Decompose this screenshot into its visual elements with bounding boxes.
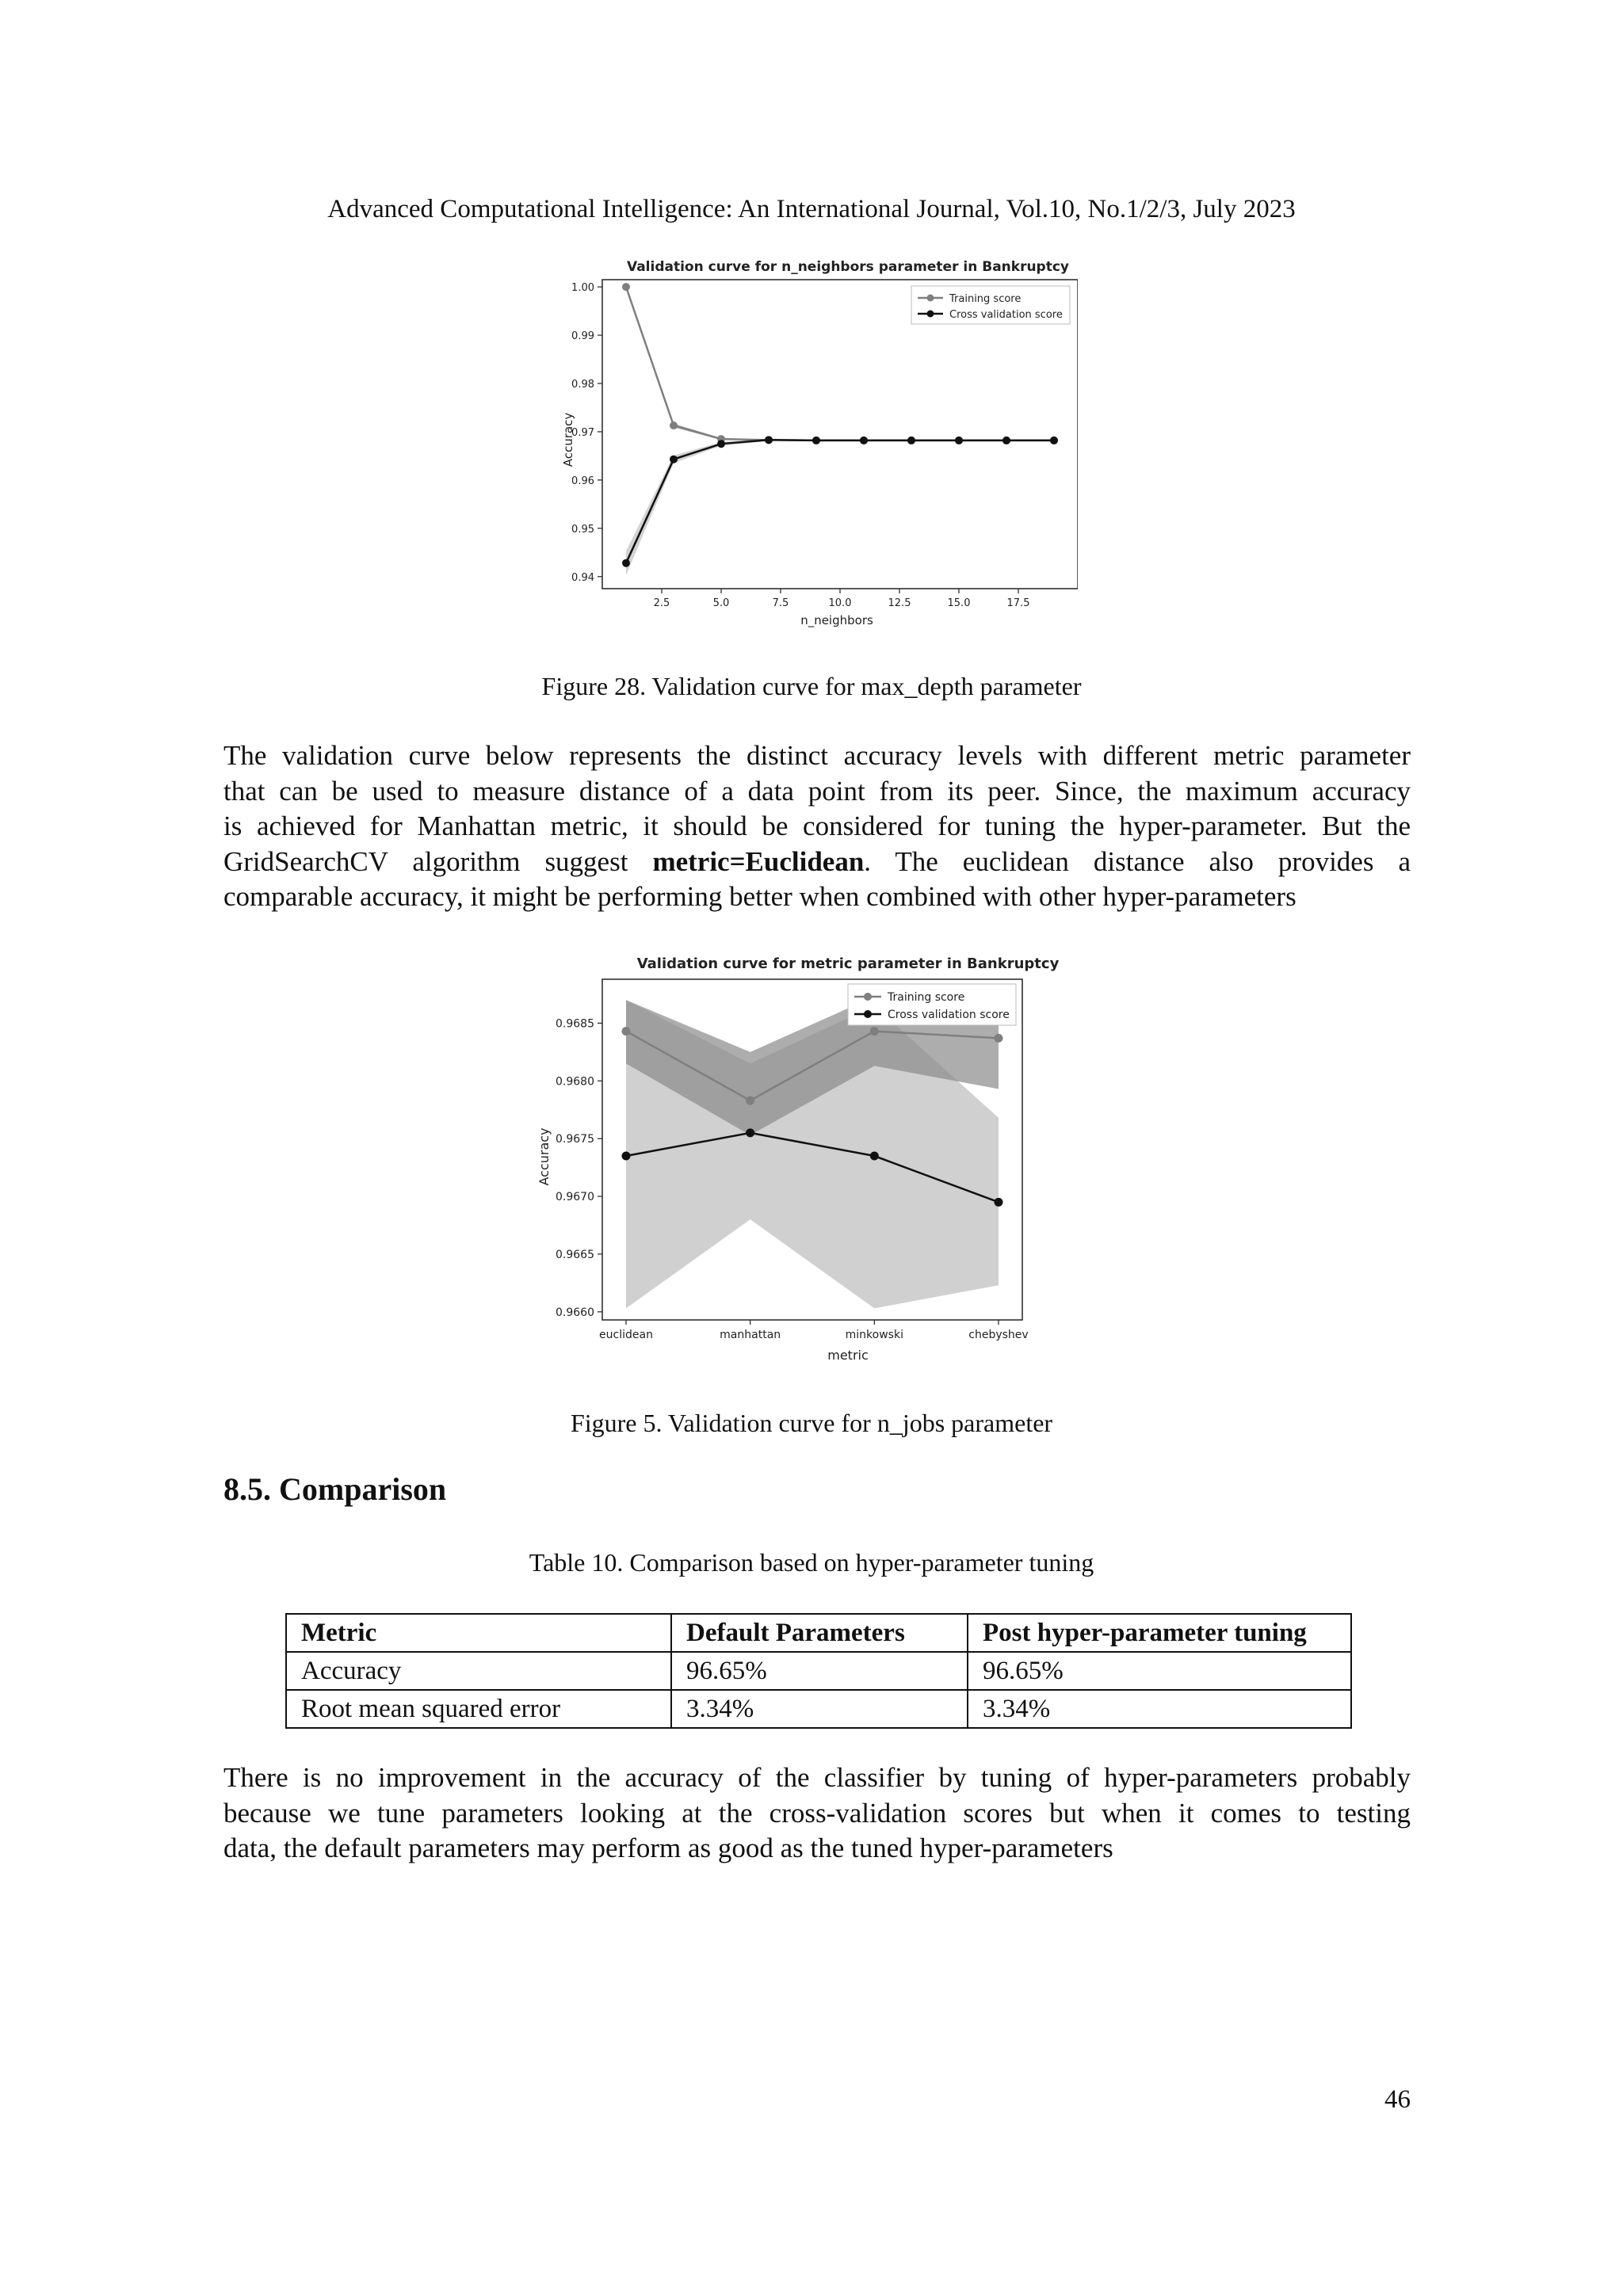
x-axis-label: n_neighbors [800, 613, 873, 627]
training-score-point [670, 421, 678, 429]
cv-score-point [907, 437, 915, 444]
table-cell: Root mean squared error [286, 1690, 671, 1728]
journal-header: Advanced Computational Intelligence: An International Journal, Vol.10, No.1/2/3, July 2023 [327, 195, 1296, 223]
y-axis-label: Accuracy [561, 412, 575, 467]
cv-score-point [1002, 437, 1010, 444]
cv-score-point [622, 1152, 631, 1161]
body-paragraph [223, 738, 1411, 915]
legend-marker [864, 1010, 872, 1018]
legend-label: Cross validation score [888, 1009, 1010, 1021]
table-caption: Table 10. Comparison based on hyper-parameter tuning [529, 1548, 1094, 1577]
y-tick-label: 0.9680 [556, 1075, 594, 1089]
cv-score-point [1050, 437, 1058, 444]
cv-score-point [717, 440, 725, 448]
x-axis-label: metric [827, 1348, 869, 1363]
y-tick-label: 0.9685 [556, 1017, 594, 1031]
table-cell: Accuracy [286, 1652, 671, 1690]
cv-score-point [995, 1198, 1003, 1207]
y-tick-label: 0.9660 [556, 1306, 594, 1319]
paragraph-line: comparable accuracy, it might be performing better when combined with other hyper-parameters [223, 881, 1296, 912]
x-tick-label: 2.5 [653, 597, 670, 609]
x-tick-label: 12.5 [888, 597, 911, 609]
y-tick-label: 0.98 [571, 379, 594, 391]
table-cell: 3.34% [671, 1690, 968, 1728]
bold-term: metric=Euclidean [652, 845, 865, 877]
legend-label: Training score [949, 293, 1022, 305]
y-tick-label: 0.94 [571, 571, 594, 584]
x-tick-label: chebyshev [968, 1329, 1029, 1341]
cv-score-point [860, 437, 868, 444]
cv-score-point [670, 456, 678, 463]
y-tick-label: 1.00 [571, 282, 594, 295]
training-score-point [870, 1027, 879, 1035]
cv-score-point [622, 559, 630, 567]
comparison-table [285, 1613, 1352, 1729]
plot-frame [602, 280, 1078, 589]
y-tick-label: 0.9670 [556, 1191, 594, 1204]
chart-n-neighbors [539, 254, 1078, 634]
y-tick-label: 0.9665 [556, 1248, 594, 1261]
y-axis-label: Accuracy [537, 1127, 552, 1186]
y-tick-label: 0.99 [571, 330, 594, 343]
x-tick-label: 17.5 [1006, 597, 1030, 609]
paragraph-line: The validation curve below represents the distinct accuracy levels with different metric parameter [223, 740, 1411, 771]
cv-score-point [870, 1152, 879, 1161]
training-score-point [746, 1097, 754, 1105]
cv-score-point [812, 437, 820, 444]
paragraph-line: data, the default parameters may perform as good as the tuned hyper-parameters [223, 1833, 1113, 1863]
x-tick-label: manhattan [720, 1329, 781, 1341]
y-tick-label: 0.96 [571, 475, 594, 487]
paragraph-line: is achieved for Manhattan metric, it should be considered for tuning the hyper-parameter. But the [223, 810, 1411, 841]
y-tick-label: 0.95 [571, 523, 594, 536]
training-score-point [622, 1027, 631, 1035]
table-header-cell: Post hyper-parameter tuning [968, 1614, 1351, 1652]
legend-label: Training score [888, 991, 965, 1004]
legend-label: Cross validation score [949, 309, 1063, 321]
section-heading: 8.5. Comparison [223, 1471, 447, 1507]
paragraph-line: that can be used to measure distance of a data point from its peer. Since, the maximum accuracy [223, 775, 1411, 807]
table-header-cell: Metric [286, 1614, 671, 1652]
y-tick-label: 0.97 [571, 426, 594, 439]
paragraph-line: because we tune parameters looking at the cross-validation scores but when it comes to testing [223, 1797, 1411, 1829]
x-tick-label: euclidean [599, 1329, 653, 1341]
paragraph-line: There is no improvement in the accuracy of the classifier by tuning of hyper-parameters probably [223, 1762, 1411, 1793]
y-tick-label: 0.9675 [556, 1133, 594, 1146]
x-tick-label: 15.0 [947, 597, 971, 609]
training-score-point [622, 283, 630, 291]
x-tick-label: 10.0 [828, 597, 852, 609]
table-cell: 96.65% [671, 1652, 968, 1690]
cv-score-point [746, 1128, 754, 1137]
table-row [286, 1652, 1351, 1690]
legend-marker [927, 311, 934, 318]
figure-caption: Figure 28. Validation curve for max_depth parameter [541, 672, 1082, 700]
chart-title: Validation curve for metric parameter in Bankruptcy [636, 955, 1060, 972]
figure-caption: Figure 5. Validation curve for n_jobs parameter [570, 1409, 1053, 1437]
chart-metric [523, 951, 1109, 1379]
x-tick-label: minkowski [845, 1329, 903, 1341]
legend-marker [927, 295, 934, 302]
legend-marker [864, 993, 872, 1001]
x-tick-label: 5.0 [712, 597, 730, 609]
body-paragraph [223, 1760, 1411, 1867]
page-number: 46 [1384, 2085, 1411, 2114]
chart-title: Validation curve for n_neighbors parameter in Bankruptcy [626, 259, 1070, 275]
table-cell: 96.65% [968, 1652, 1351, 1690]
cv-score-point [955, 437, 963, 444]
table-row [286, 1690, 1351, 1728]
cv-score-point [765, 436, 773, 444]
table-header-cell: Default Parameters [671, 1614, 968, 1652]
training-score-point [995, 1034, 1003, 1043]
x-tick-label: 7.5 [772, 597, 789, 609]
table-header-row [286, 1614, 1351, 1652]
paragraph-line: GridSearchCV algorithm suggest metric=Euclidean. The euclidean distance also provides a [223, 845, 1411, 877]
table-cell: 3.34% [968, 1690, 1351, 1728]
